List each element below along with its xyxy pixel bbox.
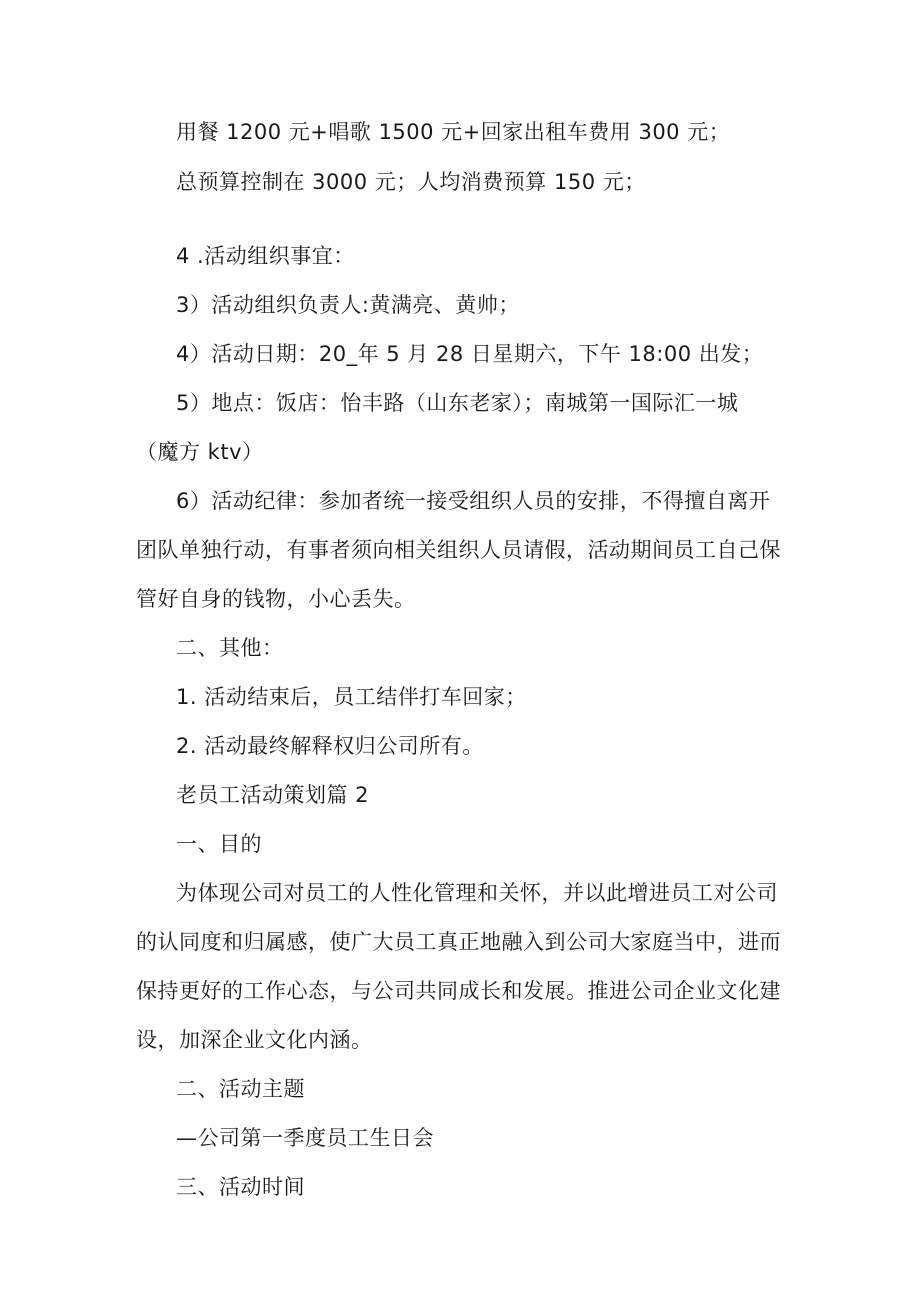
section-theme-heading: 二、活动主题	[176, 1077, 305, 1101]
discipline-line-1: 6）活动纪律：参加者统一接受组织人员的安排，不得擅自离开	[176, 489, 771, 513]
section-organization-heading: 4 .活动组织事宜：	[176, 244, 355, 268]
discipline-line-3: 管好自身的钱物，小心丢失。	[136, 587, 416, 611]
discipline-line-2: 团队单独行动，有事者须向相关组织人员请假，活动期间员工自己保	[136, 538, 781, 562]
purpose-paragraph-line-4: 设，加深企业文化内涵。	[136, 1028, 373, 1052]
section-other-heading: 二、其他：	[176, 636, 284, 660]
theme-line: —公司第一季度员工生日会	[176, 1126, 434, 1150]
activity-date-line: 4）活动日期：20_年 5 月 28 日星期六，下午 18:00 出发；	[176, 342, 764, 366]
budget-total-line: 总预算控制在 3000 元；人均消费预算 150 元；	[176, 170, 646, 194]
budget-breakdown-line: 用餐 1200 元+唱歌 1500 元+回家出租车费用 300 元；	[176, 120, 731, 144]
section-time-heading: 三、活动时间	[176, 1175, 305, 1199]
other-item-1: 1. 活动结束后，员工结伴打车回家；	[176, 685, 527, 709]
article-2-title: 老员工活动策划篇 2	[176, 783, 370, 807]
other-item-2: 2. 活动最终解释权归公司所有。	[176, 734, 484, 758]
location-line: 5）地点：饭店：怡丰路（山东老家）；南城第一国际汇一城	[176, 391, 739, 415]
organizer-line: 3）活动组织负责人:黄满亮、黄帅；	[176, 293, 520, 317]
purpose-paragraph-line-1: 为体现公司对员工的人性化管理和关怀，并以此增进员工对公司	[176, 881, 778, 905]
purpose-paragraph-line-3: 保持更好的工作心态，与公司共同成长和发展。推进公司企业文化建	[136, 979, 781, 1003]
section-purpose-heading: 一、目的	[176, 832, 262, 856]
purpose-paragraph-line-2: 的认同度和归属感，使广大员工真正地融入到公司大家庭当中，进而	[136, 930, 781, 954]
location-line-continued: （魔方 ktv）	[136, 440, 264, 464]
